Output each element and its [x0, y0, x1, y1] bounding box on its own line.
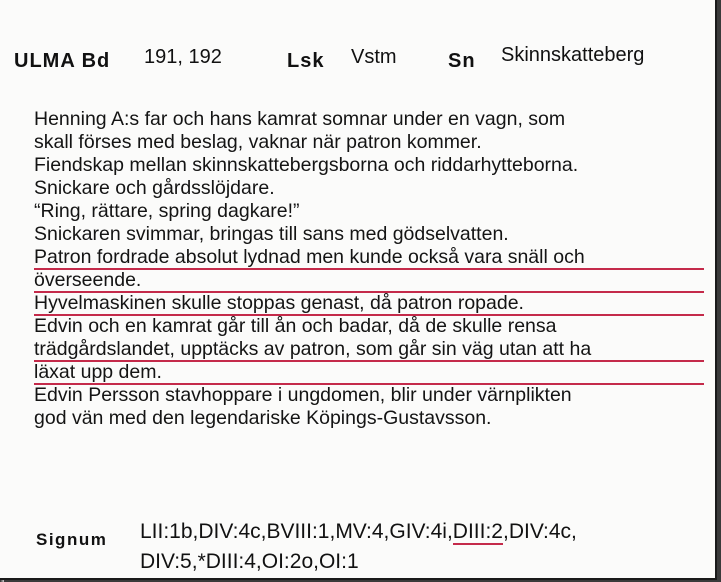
text-line: Snickaren svimmar, bringas till sans med gödselvatten. [34, 223, 509, 245]
signum-codes: ,DIV:4c, [502, 520, 577, 543]
signum-marked-code: DIII:2 [452, 520, 503, 543]
signum-line-2: DIV:5,*DIII:4,OI:2o,OI:1 [140, 550, 359, 573]
underlined-text-line: läxat upp dem. [34, 361, 704, 385]
text-line: Snickare och gårdsslöjdare. [34, 177, 275, 199]
text-line: skall förses med beslag, vaknar när patron kommer. [34, 131, 482, 153]
lsk-label: Lsk [287, 50, 325, 72]
ulma-value: 191, 192 [144, 46, 222, 68]
text-line: Fiendskap mellan skinnskattebergsborna och riddarhytteborna. [34, 154, 579, 176]
card-body-text [34, 108, 704, 430]
text-line: god vän med den legendariske Köpings-Gustavsson. [34, 407, 492, 429]
underlined-text-line: Hyvelmaskinen skulle stoppas genast, då patron ropade. [34, 292, 704, 316]
underlined-text-line: trädgårdslandet, upptäcks av patron, som går sin väg utan att ha [34, 338, 704, 362]
text-line: Henning A:s far och hans kamrat somnar under en vagn, som [34, 108, 566, 130]
underlined-text-line: överseende. [34, 269, 704, 293]
sn-label: Sn [448, 50, 476, 72]
lsk-value: Vstm [351, 46, 397, 68]
ulma-label: ULMA Bd [14, 50, 111, 72]
underlined-text-line: Patron fordrade absolut lydnad men kunde också vara snäll och [34, 246, 704, 270]
text-line: Edvin och en kamrat går till ån och badar, då de skulle rensa [34, 315, 557, 337]
text-line: Edvin Persson stavhoppare i ungdomen, blir under värnplikten [34, 384, 572, 406]
signum-codes: LII:1b,DIV:4c,BVIII:1,MV:4,GIV:4i, [140, 520, 453, 543]
sn-value: Skinnskatteberg [501, 44, 645, 66]
text-line: “Ring, rättare, spring dagkare!” [34, 200, 300, 222]
signum-line-1 [140, 520, 577, 544]
signum-label: Signum [36, 530, 108, 549]
